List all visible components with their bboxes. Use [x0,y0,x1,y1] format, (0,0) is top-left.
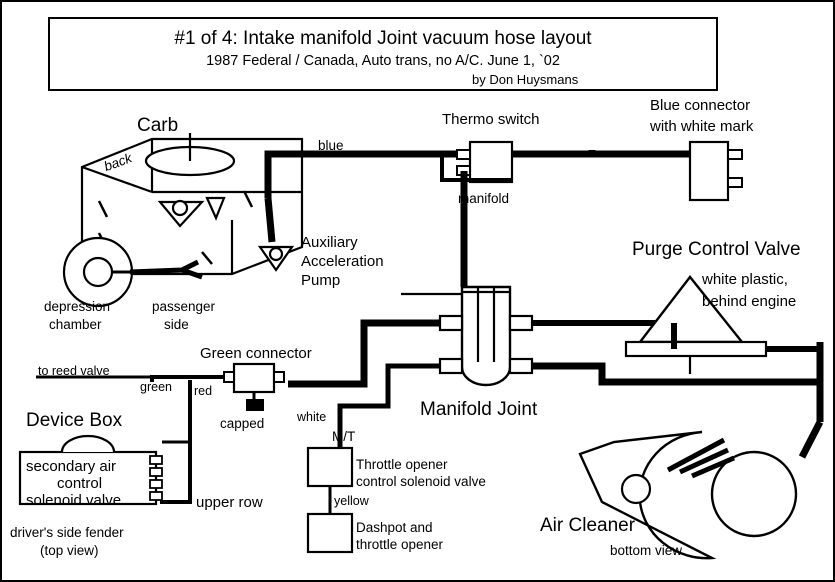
white-plastic-label-line1: white plastic, [702,271,788,288]
drivers-fender-label-line2: (top view) [40,543,99,558]
air-cleaner-label: Air Cleaner [540,515,636,536]
aux-pump-label-line1: Auxiliary [301,234,358,251]
blue-hose-label: blue [318,138,344,153]
upper-row-label: upper row [196,494,263,511]
diagram-linework [2,2,835,582]
title-line-1: #1 of 4: Intake manifold Joint vacuum hose layout [174,28,592,49]
air-cleaner-view-label: bottom view [610,543,683,558]
title-line-3: by Don Huysmans [472,72,579,87]
mt-label: M/T [332,429,356,444]
green-wire-label: green [140,380,172,394]
drivers-fender-label-line1: driver's side fender [10,525,124,540]
white-plastic-label-line2: behind engine [702,293,797,310]
capped-label: capped [220,416,265,431]
carb-label: Carb [137,115,179,136]
red-wire-label: red [194,384,213,398]
title-line-2: 1987 Federal / Canada, Auto trans, no A/C. June 1, `02 [206,53,560,69]
thermo-switch-label: Thermo switch [442,111,540,128]
yellow-wire-label: yellow [334,494,369,508]
blue-connector-label-line1: Blue connector [650,97,751,114]
aux-pump-label-line3: Pump [301,272,341,289]
dashpot-label-line1: Dashpot and [356,520,433,535]
passenger-side-label-line2: side [164,317,189,332]
purge-control-valve-label: Purge Control Valve [632,239,801,260]
throttle-opener-label-line1: Throttle opener [356,457,448,472]
carb-back-label: back [102,150,134,175]
manifold-label: manifold [458,191,510,206]
device-box-text-line2: control [57,475,103,492]
aux-pump-label-line2: Acceleration [301,253,384,270]
device-box-label: Device Box [26,410,123,431]
blue-connector-label-line2: with white mark [650,118,754,135]
throttle-opener-label-line2: control solenoid valve [356,474,486,489]
dashpot-label-line2: throttle opener [356,537,444,552]
green-connector-label: Green connector [200,345,312,362]
depression-chamber-label-line1: depression [44,299,111,314]
device-box-text-line1: secondary air [26,458,117,475]
manifold-joint-label: Manifold Joint [420,399,538,420]
to-reed-valve-label: to reed valve [38,364,110,378]
passenger-side-label-line1: passenger [152,299,216,314]
depression-chamber-label-line2: chamber [49,317,102,332]
device-box-text-line3: solenoid valve [26,492,122,509]
white-wire-label: white [297,410,327,424]
